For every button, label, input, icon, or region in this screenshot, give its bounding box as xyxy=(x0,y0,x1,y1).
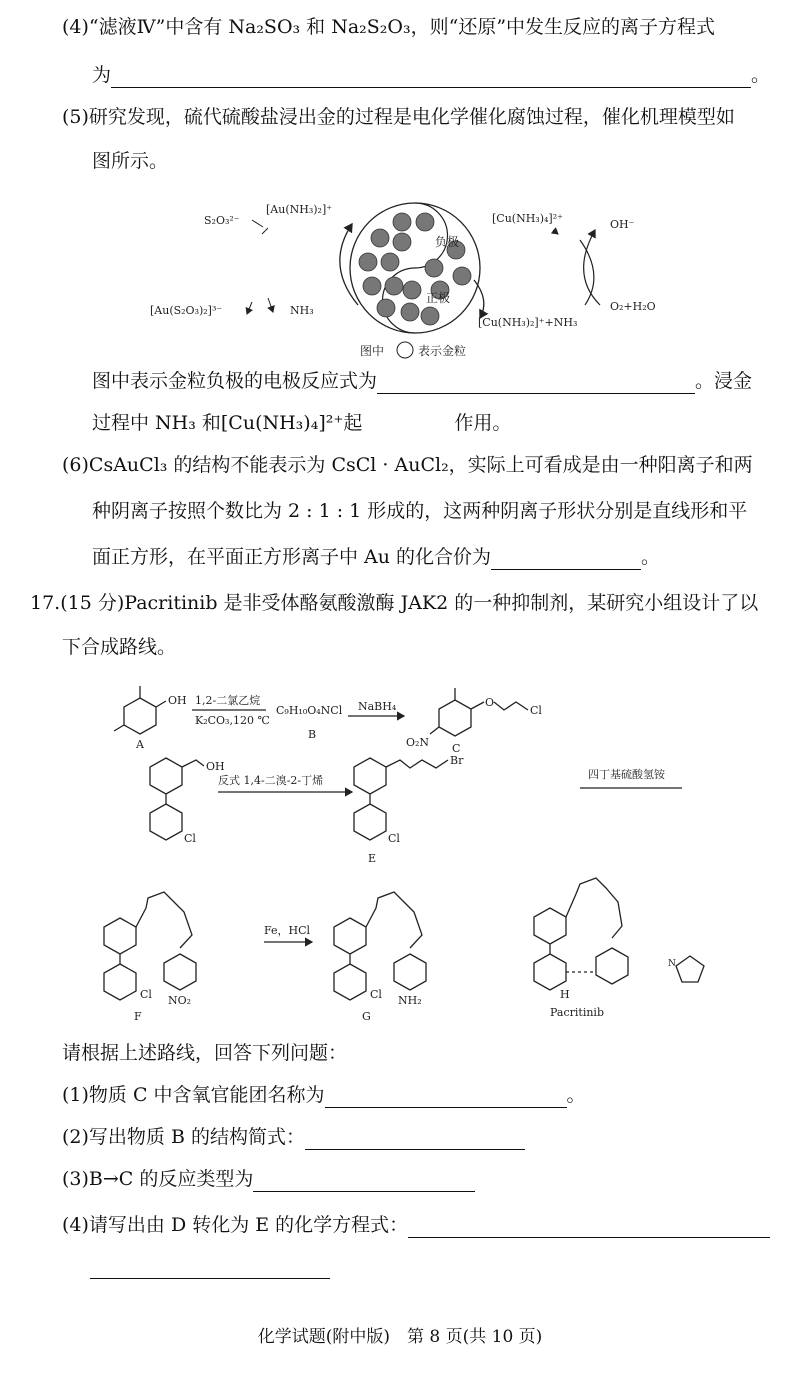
c-label: C xyxy=(452,742,461,755)
compound-c xyxy=(406,688,542,755)
pyrrolidine-reagent xyxy=(668,956,704,982)
q17-part1-prefix: (1)物质 C 中含氧官能团名称为 xyxy=(62,1084,325,1106)
q16-part5-line4-suffix: 作用。 xyxy=(454,412,512,434)
e-br-label: Br xyxy=(450,754,464,767)
q16-part4-prefix: 为 xyxy=(92,64,112,86)
q16-part5-line1: (5)研究发现，硫代硫酸盐浸出金的过程是电化学催化腐蚀过程，催化机理模型如 xyxy=(62,106,735,128)
answer-blank-4[interactable] xyxy=(111,65,751,88)
q17-part3-prefix: (3)B→C 的反应类型为 xyxy=(62,1168,254,1190)
anode-label: 负极 xyxy=(435,235,460,249)
nh3-label: NH₃ xyxy=(290,304,314,317)
q17-part1-suffix: 。 xyxy=(566,1084,586,1106)
compound-e xyxy=(354,754,464,865)
o2-h2o-label: O₂+H₂O xyxy=(610,300,656,313)
q16-part5-line3 xyxy=(92,368,752,394)
compound-a xyxy=(114,686,187,751)
a-label: A xyxy=(136,738,144,751)
q17-part1 xyxy=(62,1082,586,1108)
catalysis-mechanism-diagram xyxy=(140,190,700,365)
q16-part5-line4-prefix: 过程中 NH₃ 和[Cu(NH₃)₄]²⁺起 xyxy=(92,412,363,434)
q16-part4-line2 xyxy=(92,62,770,88)
e-label: E xyxy=(368,852,377,865)
q17-part4 xyxy=(62,1212,770,1238)
q16-part6-line3 xyxy=(92,544,660,570)
compound-f xyxy=(104,892,196,1023)
pyrrolidine-n-label: N xyxy=(668,959,676,969)
q16-part5-line4 xyxy=(92,410,511,436)
cu-nh3-2-label: [Cu(NH₃)₂]⁺+NH₃ xyxy=(478,316,578,329)
q16-part4-line1: (4)“滤液Ⅳ”中含有 Na₂SO₃ 和 Na₂S₂O₃，则“还原”中发生反应的离子方程式 xyxy=(62,16,716,38)
caption-suffix: 表示金粒 xyxy=(418,344,467,358)
q16-part5-line2: 图所示。 xyxy=(92,150,169,172)
cond4: 四丁基硫酸氢铵 xyxy=(588,768,665,781)
answer-blank-17-3[interactable] xyxy=(253,1169,475,1192)
q17-part2 xyxy=(62,1124,525,1150)
answer-blank-17-4a[interactable] xyxy=(408,1215,770,1238)
c-cl-label: Cl xyxy=(530,704,542,717)
b-formula: C₉H₁₀O₄NCl xyxy=(276,704,343,717)
synthesis-scheme xyxy=(100,680,730,1025)
a-oh-label: OH xyxy=(168,694,187,707)
gold-symbol-icon xyxy=(397,342,413,358)
f-no2-label: NO₂ xyxy=(168,994,192,1007)
g-nh2-label: NH₂ xyxy=(398,994,422,1007)
q17-intro-line2: 下合成路线。 xyxy=(62,636,177,658)
q17-intro-line1: 17.(15 分)Pacritinib 是非受体酪氨酸激酶 JAK2 的一种抑制剂，某研究小组设计了以 xyxy=(30,592,759,614)
cond1-top: 1,2-二氯乙烷 xyxy=(195,694,261,707)
page-footer: 化学试题(附中版) 第 8 页(共 10 页) xyxy=(257,1327,543,1347)
cond2: NaBH₄ xyxy=(358,700,397,713)
q17-part2-prefix: (2)写出物质 B 的结构简式： xyxy=(62,1126,305,1148)
s2o3-label: S₂O₃²⁻ xyxy=(204,214,240,227)
au-nh3-label: [Au(NH₃)₂]⁺ xyxy=(266,203,333,216)
pacritinib-h-label: H xyxy=(560,988,570,1001)
cond5: Fe，HCl xyxy=(264,924,311,937)
q16-part4-suffix: 。 xyxy=(751,64,771,86)
gold-particle xyxy=(350,203,480,333)
au-s2o3-label: [Au(S₂O₃)₂]³⁻ xyxy=(150,304,223,317)
b-label: B xyxy=(308,728,317,741)
right-cycle-arc-2 xyxy=(584,230,600,305)
cond1-bottom: K₂CO₃,120 ℃ xyxy=(195,714,270,727)
oh-label: OH⁻ xyxy=(610,218,635,231)
g-label: G xyxy=(362,1010,371,1023)
q16-part6-line2: 种阴离子按照个数比为 2 : 1 : 1 形成的，这两种阴离子形状分别是直线形和平 xyxy=(92,500,748,522)
s2o3-arrow xyxy=(252,220,263,227)
d-oh-label: OH xyxy=(206,760,225,773)
answer-blank-17-2[interactable] xyxy=(305,1127,525,1150)
compound-pacritinib xyxy=(534,878,628,1019)
compound-g xyxy=(334,892,426,1023)
g-cl-label: Cl xyxy=(370,988,382,1001)
q16-part5-line3-prefix: 图中表示金粒负极的电极反应式为 xyxy=(92,370,378,392)
cathode-label: 正极 xyxy=(426,291,451,305)
answer-blank-5a[interactable] xyxy=(377,371,695,394)
c-no2-label: O₂N xyxy=(406,736,430,749)
answer-blank-5b[interactable] xyxy=(362,413,454,436)
q17-part4-prefix: (4)请写出由 D 转化为 E 的化学方程式： xyxy=(62,1214,409,1236)
pacritinib-label: Pacritinib xyxy=(550,1006,604,1019)
q16-part5-line3-suffix: 。浸金 xyxy=(695,370,753,392)
e-cl-label: Cl xyxy=(388,832,400,845)
answer-blank-17-4b[interactable] xyxy=(90,1256,330,1279)
svg-text:O: O xyxy=(485,696,495,709)
nh3-arrow xyxy=(268,298,273,312)
caption-prefix: 图中 xyxy=(360,344,385,358)
au-nh3-arrow xyxy=(262,228,268,234)
q16-part6-line3-prefix: 面正方形，在平面正方形离子中 Au 的化合价为 xyxy=(92,546,492,568)
q17-ask: 请根据上述路线，回答下列问题： xyxy=(62,1042,348,1064)
answer-blank-6[interactable] xyxy=(491,547,641,570)
f-cl-label: Cl xyxy=(140,988,152,1001)
cond3: 反式 1,4-二溴-2-丁烯 xyxy=(218,774,324,787)
compound-d xyxy=(150,758,225,845)
cu-nh3-4-arrow xyxy=(553,230,558,234)
f-label: F xyxy=(134,1010,142,1023)
d-cl-label: Cl xyxy=(184,832,196,845)
au-s2o3-arrow xyxy=(247,302,252,314)
q17-part3 xyxy=(62,1166,475,1192)
cu-nh3-4-label: [Cu(NH₃)₄]²⁺ xyxy=(492,212,563,225)
q16-part6-line3-suffix: 。 xyxy=(641,546,661,568)
answer-blank-17-1[interactable] xyxy=(325,1085,567,1108)
q16-part6-line1: (6)CsAuCl₃ 的结构不能表示为 CsCl · AuCl₂，实际上可看成是由一种阳离子和两 xyxy=(62,454,753,476)
